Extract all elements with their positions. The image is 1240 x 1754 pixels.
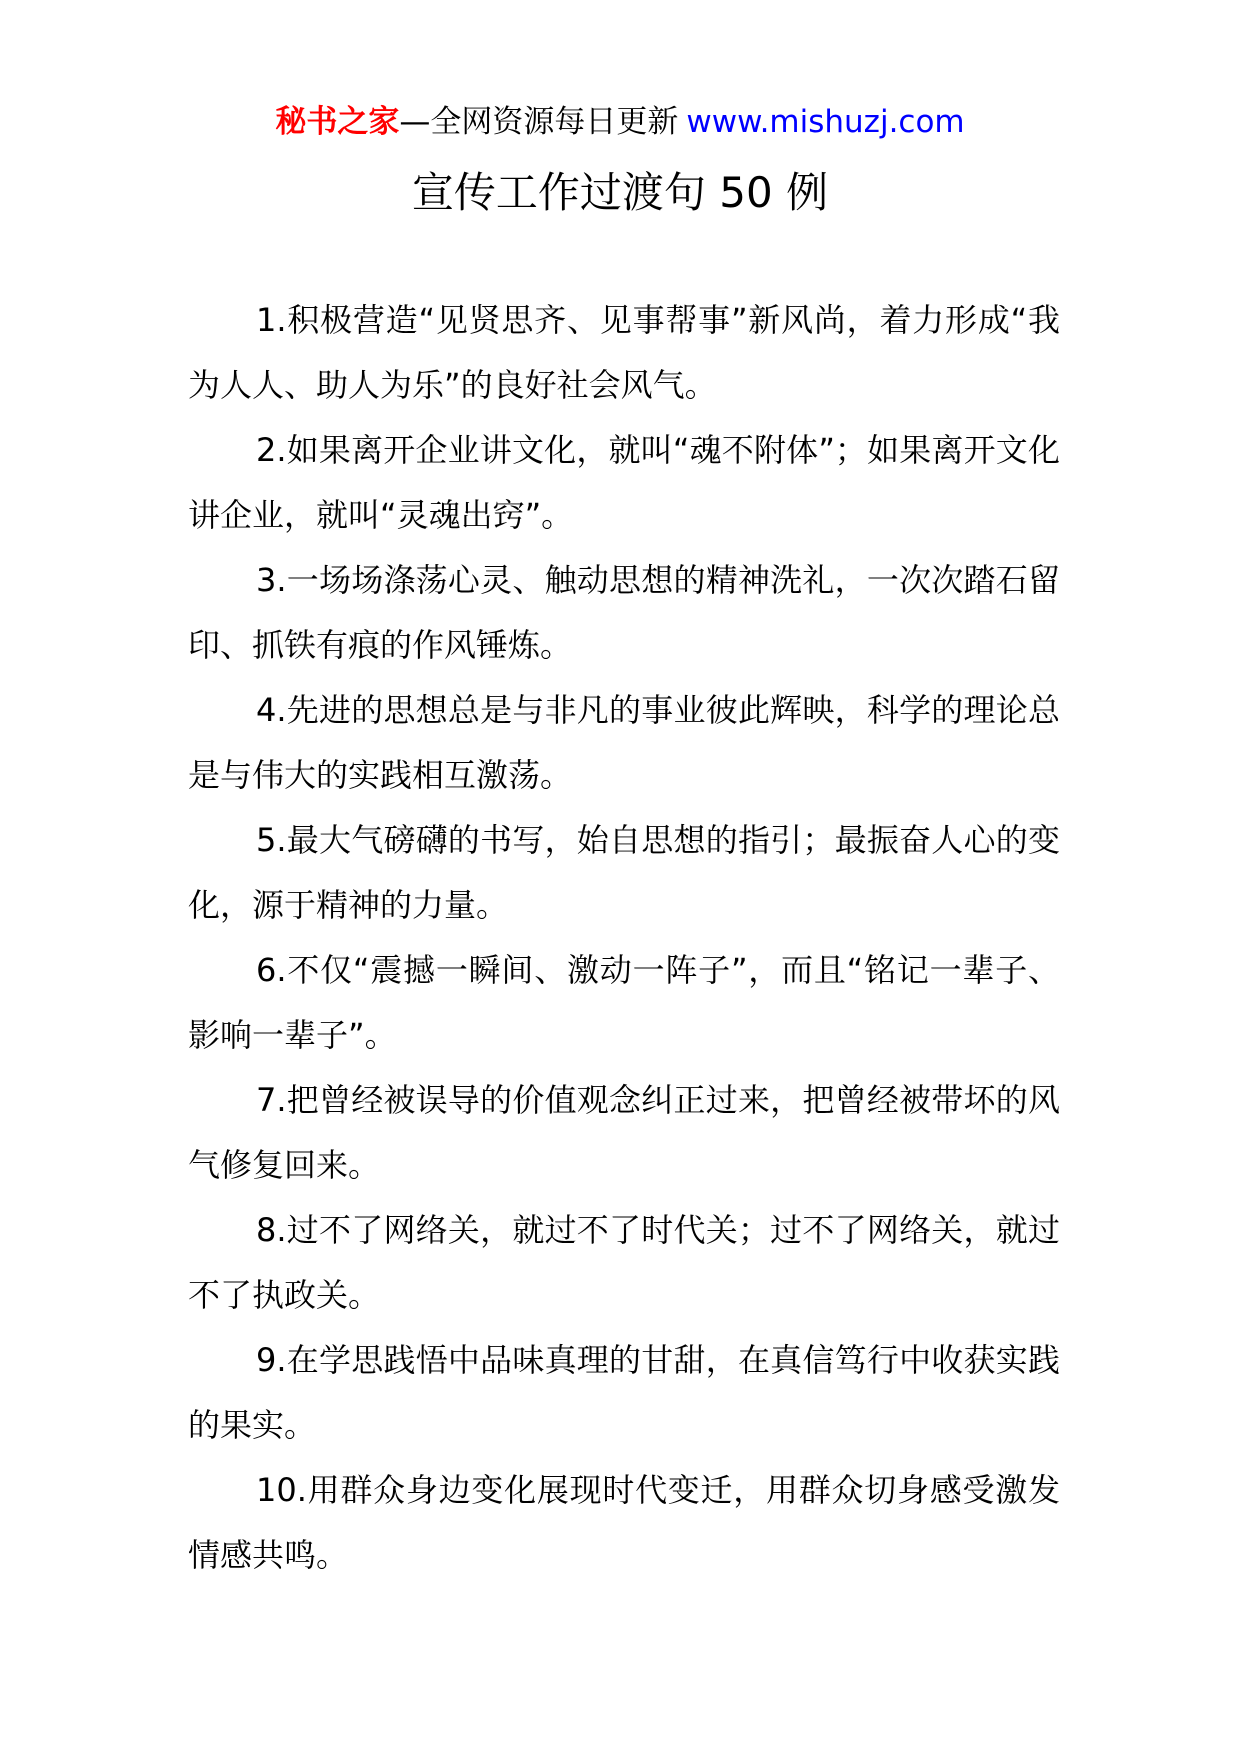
document-body [188, 288, 1060, 1588]
paragraph-4: 4.先进的思想总是与非凡的事业彼此辉映，科学的理论总是与伟大的实践相互激荡。 [188, 691, 1060, 794]
paragraph-9: 9.在学思践悟中品味真理的甘甜，在真信笃行中收获实践的果实。 [188, 1341, 1060, 1444]
site-name: 秘书之家 [275, 104, 400, 140]
document-title: 宣传工作过渡句 50 例 [411, 168, 829, 217]
paragraph-10: 10.用群众身边变化展现时代变迁，用群众切身感受激发情感共鸣。 [188, 1471, 1060, 1574]
paragraph-5: 5.最大气磅礴的书写，始自思想的指引；最振奋人心的变化，源于精神的力量。 [188, 821, 1060, 924]
site-header [0, 100, 1240, 144]
paragraph-2: 2.如果离开企业讲文化，就叫“魂不附体”；如果离开文化讲企业，就叫“灵魂出窍”。 [188, 431, 1060, 534]
paragraph-7: 7.把曾经被误导的价值观念纠正过来，把曾经被带坏的风气修复回来。 [188, 1081, 1060, 1184]
site-url-link[interactable]: www.mishuzj.com [686, 104, 965, 140]
paragraph-8: 8.过不了网络关，就过不了时代关；过不了网络关，就过不了执政关。 [188, 1211, 1060, 1314]
paragraph-6: 6.不仅“震撼一瞬间、激动一阵子”，而且“铭记一辈子、影响一辈子”。 [188, 951, 1060, 1054]
paragraph-3: 3.一场场涤荡心灵、触动思想的精神洗礼，一次次踏石留印、抓铁有痕的作风锤炼。 [188, 561, 1060, 664]
paragraph-1: 1.积极营造“见贤思齐、见事帮事”新风尚，着力形成“我为人人、助人为乐”的良好社会风气。 [188, 301, 1060, 404]
site-tagline: —全网资源每日更新 [399, 104, 679, 140]
